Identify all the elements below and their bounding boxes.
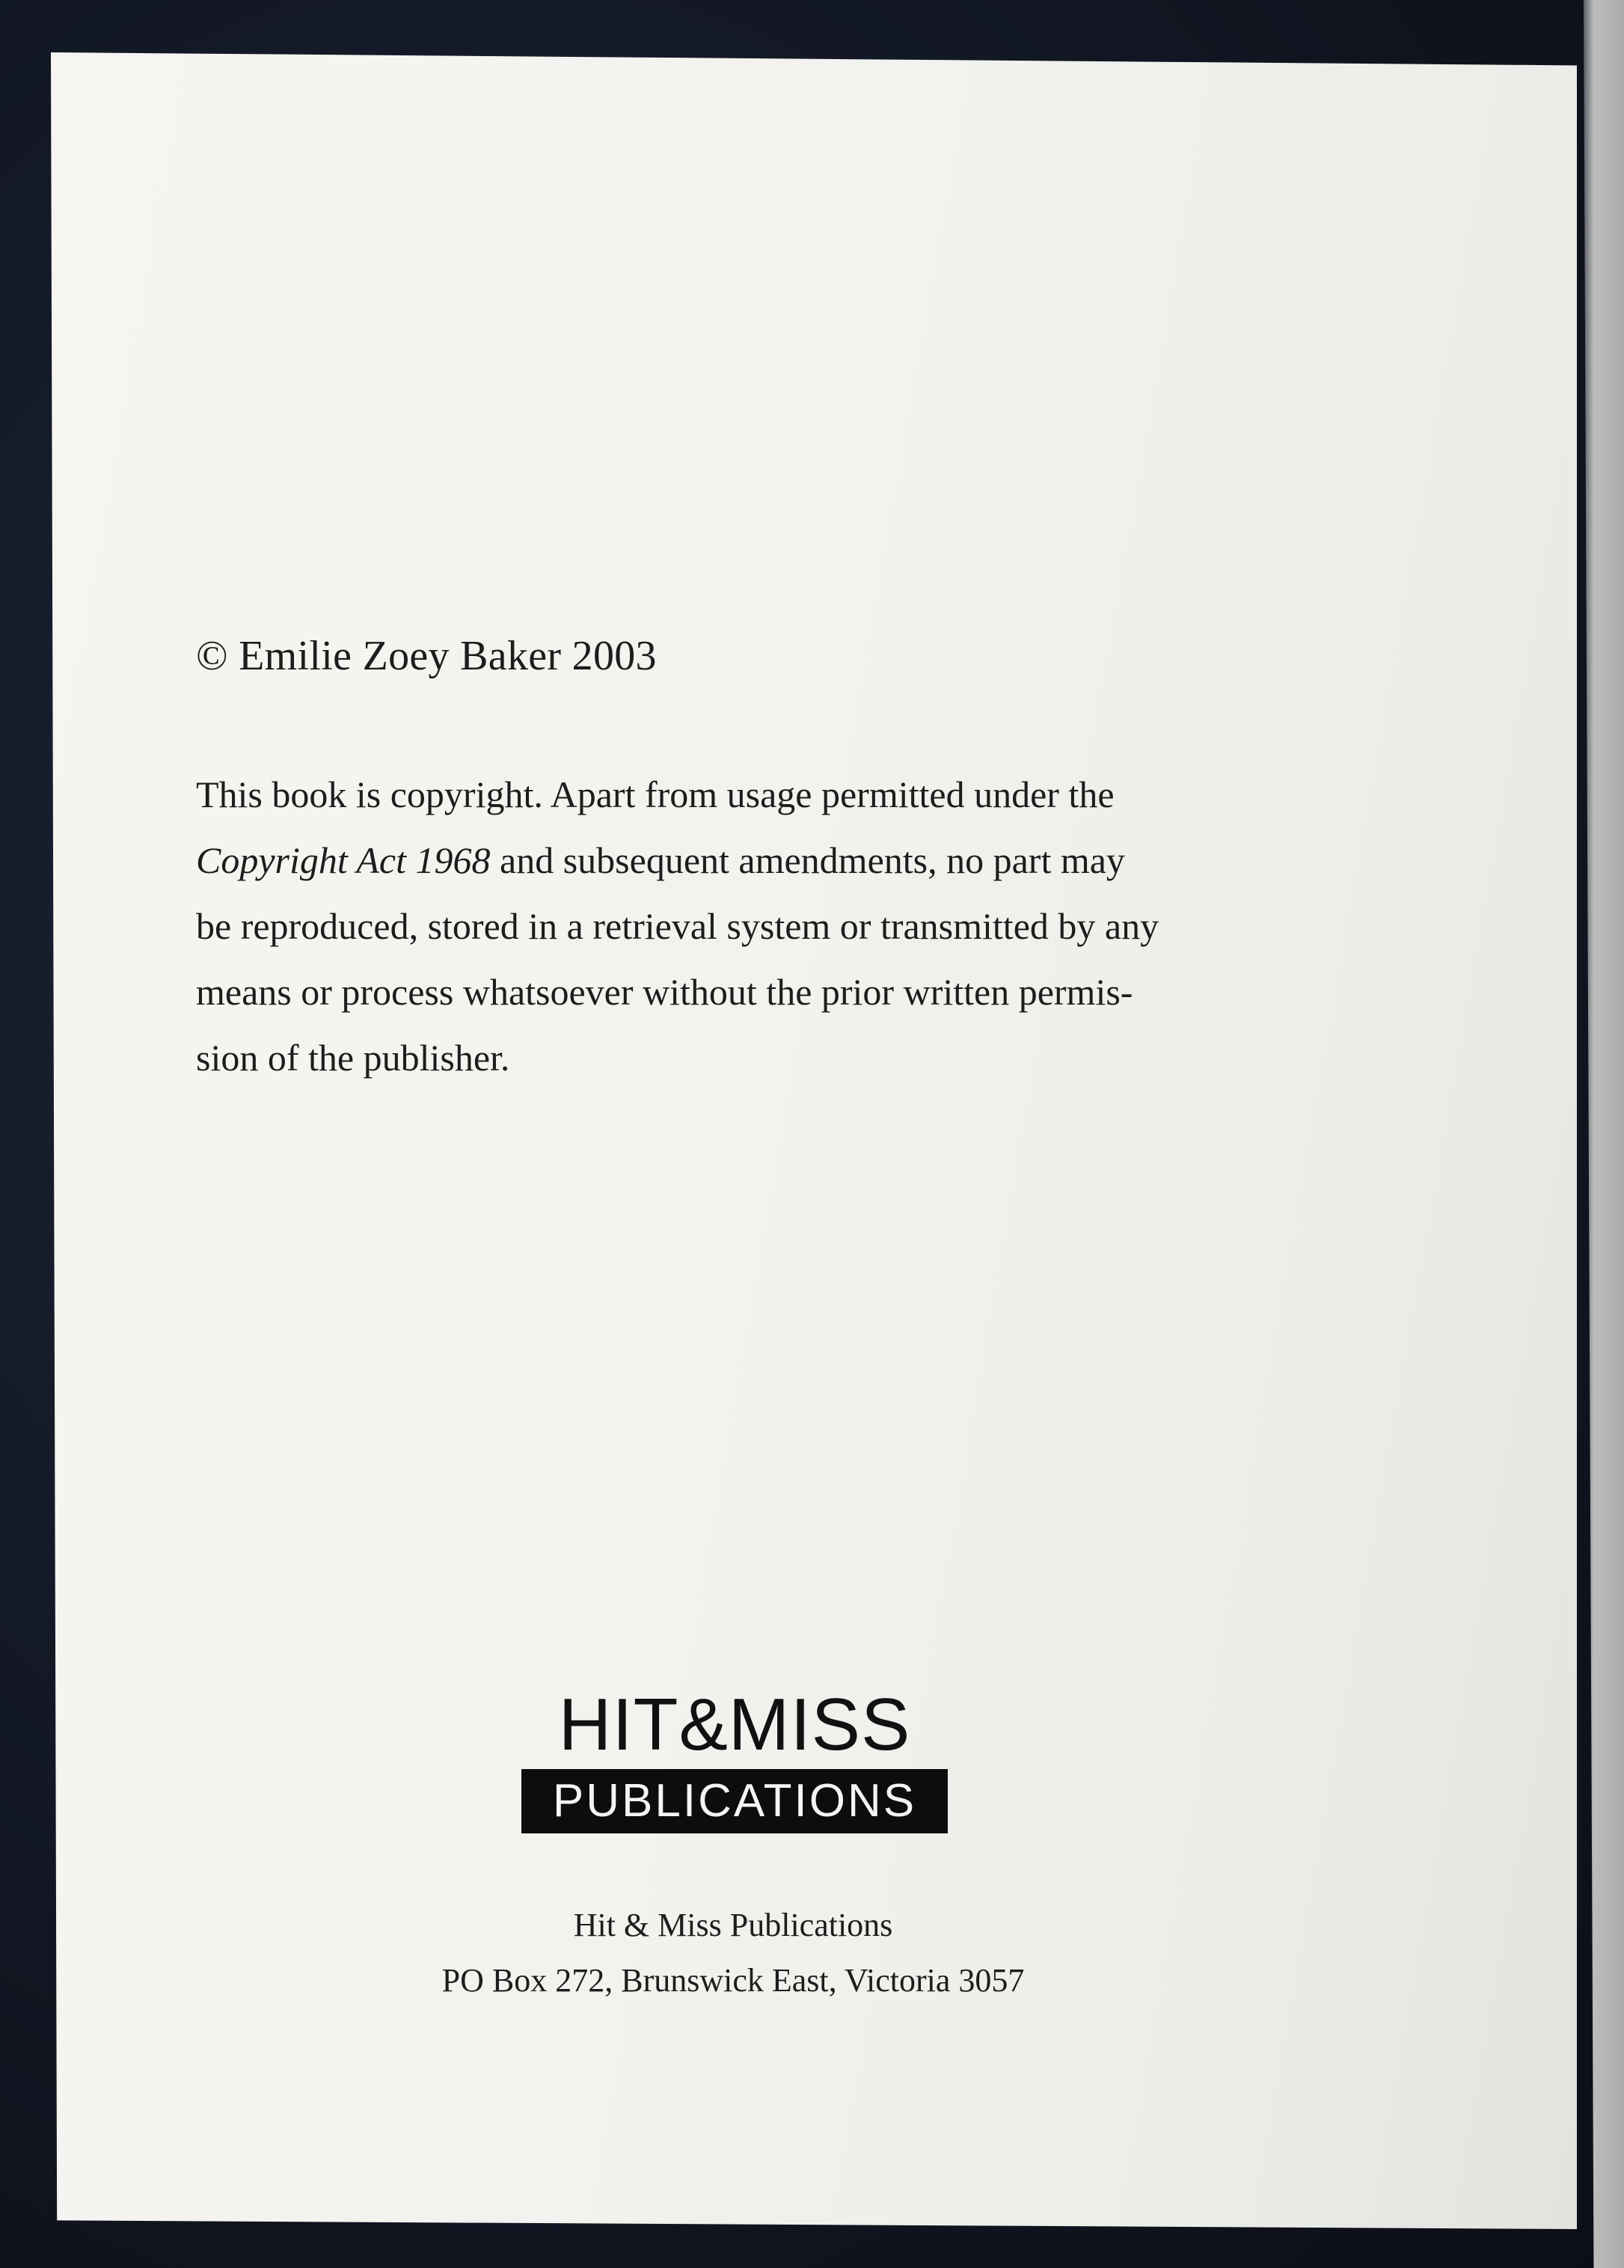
publisher-name: Hit & Miss Publications <box>573 1907 893 1943</box>
notice-line-4: means or process whatsoever without the prior written permis- <box>196 971 1133 1013</box>
notice-line-1: This book is copyright. Apart from usage permitted under the <box>196 773 1115 815</box>
notice-line-3: be reproduced, stored in a retrieval system or transmitted by any <box>196 905 1159 947</box>
act-title: Copyright Act 1968 <box>196 839 491 881</box>
book-page <box>51 52 1577 2229</box>
logo-band: PUBLICATIONS <box>521 1769 948 1833</box>
notice-line-5: sion of the publisher. <box>196 1037 510 1079</box>
logo-wordmark: HIT&MISS <box>558 1683 911 1765</box>
publisher-logo <box>521 1683 948 1833</box>
publisher-address: PO Box 272, Brunswick East, Victoria 3057 <box>441 1962 1025 1999</box>
notice-line-2 <box>196 827 1296 893</box>
notice-line-2-rest: and subsequent amendments, no part may <box>490 839 1125 881</box>
copyright-symbol: © <box>196 633 228 679</box>
copyright-holder: Emilie Zoey Baker 2003 <box>239 633 657 679</box>
copyright-notice <box>196 761 1296 1091</box>
copyright-line <box>196 632 657 680</box>
